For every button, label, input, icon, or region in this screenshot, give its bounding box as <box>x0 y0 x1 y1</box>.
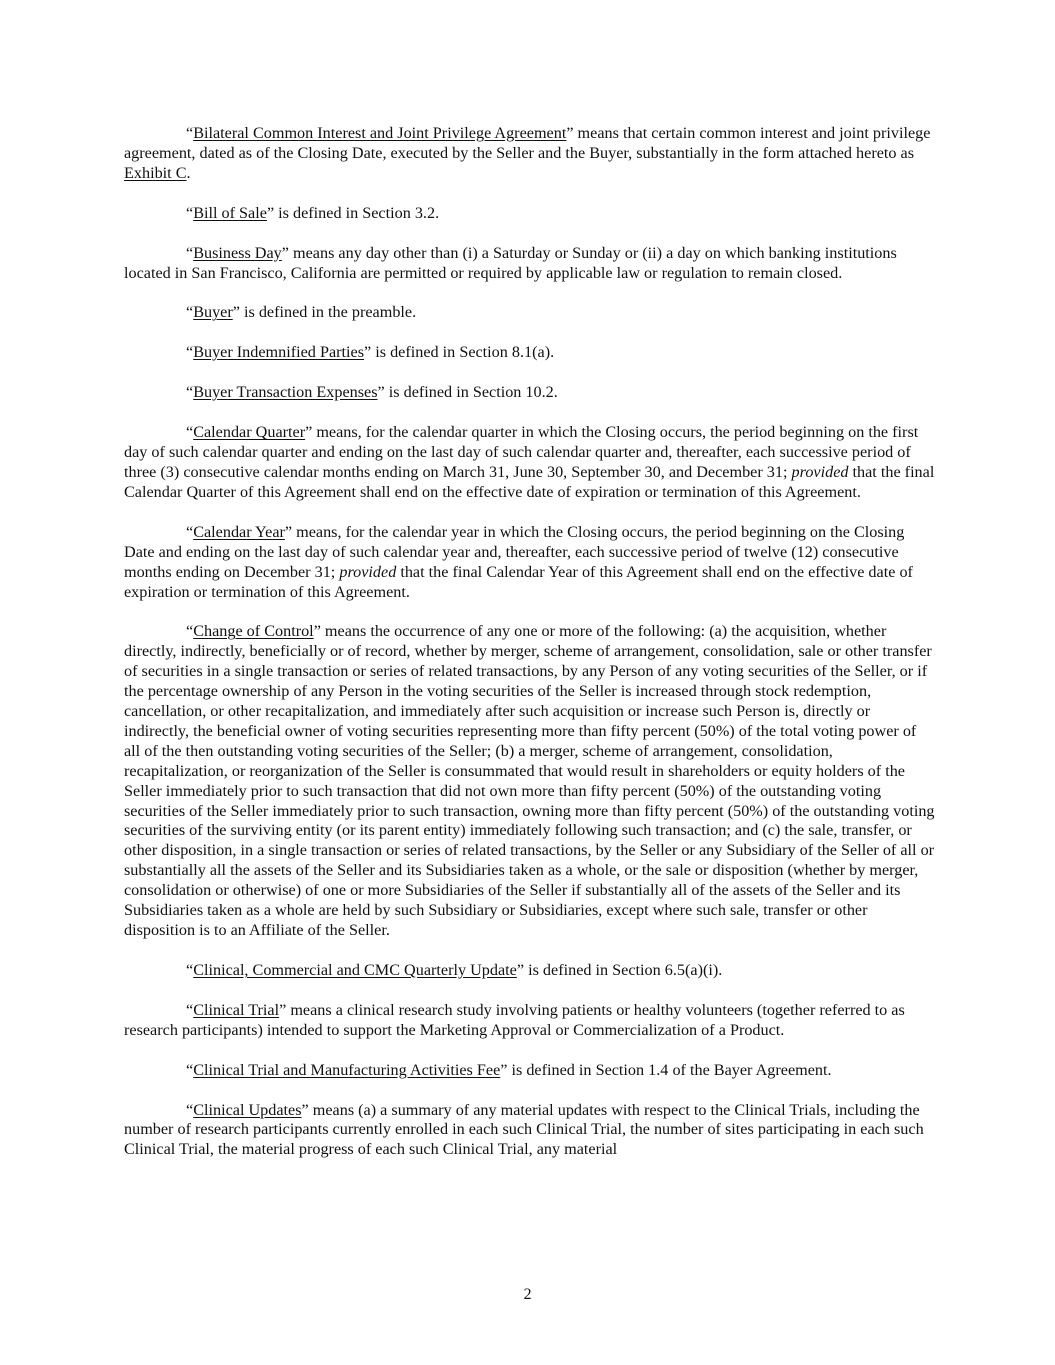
definition-paragraph: “Bill of Sale” is defined in Section 3.2. <box>186 203 440 222</box>
definition-text: ” is defined in the preamble. <box>232 303 417 322</box>
definition-text: ” means any day other than (i) a Saturday or Sunday or (ii) a day on which banking institutions located in San Francisco, California are permitted or required by applicable law or regulation to remain closed. <box>124 243 897 282</box>
definition-paragraph: “Change of Control” means the occurrence of any one or more of the following: (a) the acquisition, whether directly, indirectly, beneficially or of record, whether by merger, scheme of arrangement, consolidation, sale or other transfer of securities in a single transaction or series of related transactions, by any Person of any voting securities of the Seller, or if the percentage ownership of any Person in the voting securities of the Seller is increased through stock redemption, cancellation, or other recapitalization, and immediately after such acquisition or increase such Person is, directly or indirectly, the beneficial owner of voting securities representing more than fifty percent (50%) of the total voting power of all of the then outstanding voting securities of the Seller; (b) a merger, scheme of arrangement, consolidation, recapitalization, or reorganization of the Seller is consummated that would result in shareholders or equity holders of the Seller immediately prior to such transaction that did not own more than fifty percent (50%) of the outstanding voting securities of the Seller immediately prior to such transaction, owning more than fifty percent (50%) of the outstanding voting securities of the surviving entity (or its parent entity) immediately following such transaction; and (c) the sale, transfer, or other disposition, in a single transaction or series of related transactions, by the Seller or any Subsidiary of the Seller of all or substantially all the assets of the Seller and its Subsidiaries taken as a whole, or the sale or disposition (whether by merger, consolidation or otherwise) of one or more Subsidiaries of the Seller if substantially all of the assets of the Seller and its Subsidiaries taken as a whole are held by such Subsidiary or Subsidiaries, except where such sale, transfer or other disposition is to an Affiliate of the Seller. <box>124 622 935 939</box>
exhibit-reference: Exhibit C <box>124 163 187 182</box>
definition-text: ” is defined in Section 3.2. <box>266 203 440 222</box>
defined-term: Buyer Transaction Expenses <box>193 383 378 402</box>
definition-text: ” is defined in Section 1.4 of the Bayer Agreement. <box>500 1060 832 1079</box>
definition-paragraph: “Buyer” is defined in the preamble. <box>186 303 417 322</box>
definition-text: that the final Calendar Quarter of this Agreement shall end on the effective date of expiration or termination of this Agreement. <box>124 462 935 501</box>
definition-paragraph: “Buyer Transaction Expenses” is defined in Section 10.2. <box>186 383 558 402</box>
definition-text: ” is defined in Section 6.5(a)(i). <box>516 960 723 979</box>
defined-term: Change of Control <box>193 622 314 641</box>
definition-paragraph: “Clinical Updates” means (a) a summary of any material updates with respect to the Clinical Trials, including the number of research participants currently enrolled in each such Clinical Trial, the number of sites participating in each such Clinical Trial, the material progress of each such Clinical Trial, any material <box>124 1100 924 1159</box>
page-number: 2 <box>523 1285 532 1303</box>
defined-term: Buyer <box>193 303 233 322</box>
document-page <box>124 124 936 1180</box>
definition-text: ” is defined in Section 8.1(a). <box>364 343 555 362</box>
definition-text: ” is defined in Section 10.2. <box>377 383 558 402</box>
definition-text: ” means, for the calendar year in which the Closing occurs, the period beginning on the Closing Date and ending on the last day of such calendar year and, thereafter, each successive period of twelve (12) consecutive months ending on December 31; <box>124 522 905 581</box>
defined-term: Clinical, Commercial and CMC Quarterly Update <box>193 960 517 979</box>
defined-term: Clinical Trial and Manufacturing Activities Fee <box>193 1060 501 1079</box>
definition-text: ” means, for the calendar quarter in which the Closing occurs, the period beginning on the first day of such calendar quarter and ending on the last day of such calendar quarter and, thereafter, each successive period of three (3) consecutive calendar months ending on March 31, June 30, September 30, and December 31; <box>124 423 919 481</box>
definition-text: . <box>186 163 191 182</box>
defined-term: Calendar Quarter <box>193 423 306 442</box>
defined-term: Business Day <box>193 243 282 262</box>
defined-term: Clinical Trial <box>193 1000 280 1019</box>
definition-paragraph: “Clinical Trial and Manufacturing Activities Fee” is defined in Section 1.4 of the Bayer Agreement. <box>186 1060 832 1079</box>
definition-text: ” means a clinical research study involving patients or healthy volunteers (together referred to as research participants) intended to support the Marketing Approval or Commercialization of a Product. <box>124 1000 905 1039</box>
definition-text: ” means that certain common interest and joint privilege agreement, dated as of the Closing Date, executed by the Seller and the Buyer, substantially in the form attached hereto as <box>124 124 931 162</box>
definition-text: ” means (a) a summary of any material updates with respect to the Clinical Trials, including the number of research participants currently enrolled in each such Clinical Trial, the number of sites participating in each such Clinical Trial, the material progress of each such Clinical Trial, any material <box>124 1100 924 1159</box>
defined-term: Calendar Year <box>193 522 285 541</box>
emphasis-text: provided <box>791 462 849 481</box>
defined-term: Bilateral Common Interest and Joint Privilege Agreement <box>193 124 567 142</box>
definition-text: ” means the occurrence of any one or more of the following: (a) the acquisition, whether directly, indirectly, beneficially or of record, whether by merger, scheme of arrangement, consolidation, sale or other transfer of securities in a single transaction or series of related transactions, by any Person of any voting securities of the Seller, or if the percentage ownership of any Person in the voting securities of the Seller is increased through stock redemption, cancellation, or other recapitalization, and immediately after such acquisition or increase such Person is, directly or indirectly, the beneficial owner of voting securities representing more than fifty percent (50%) of the total voting power of all of the then outstanding voting securities of the Seller; (b) a merger, scheme of arrangement, consolidation, recapitalization, or reorganization of the Seller is consummated that would result in shareholders or equity holders of the Seller immediately prior to such transaction that did not own more than fifty percent (50%) of the outstanding voting securities of the Seller immediately prior to such transaction, owning more than fifty percent (50%) of the outstanding voting securities of the surviving entity (or its parent entity) immediately following such transaction; and (c) the sale, transfer, or other disposition, in a single transaction or series of related transactions, by the Seller or any Subsidiary of the Seller of all or substantially all the assets of the Seller and its Subsidiaries taken as a whole, or the sale or disposition (whether by merger, consolidation or otherwise) of one or more Subsidiaries of the Seller if substantially all of the assets of the Seller and its Subsidiaries taken as a whole are held by such Subsidiary or Subsidiaries, except where such sale, transfer or other disposition is to an Affiliate of the Seller. <box>124 622 935 939</box>
definition-paragraph: “Calendar Year” means, for the calendar year in which the Closing occurs, the period beginning on the Closing Date and ending on the last day of such calendar year and, thereafter, each successive period of twelve (12) consecutive months ending on December 31; provided that the final Calendar Year of this Agreement shall end on the effective date of expiration or termination of this Agreement. <box>124 522 913 601</box>
defined-term: Bill of Sale <box>193 203 267 222</box>
definition-paragraph: “Calendar Quarter” means, for the calendar quarter in which the Closing occurs, the period beginning on the first day of such calendar quarter and ending on the last day of such calendar quarter and, thereafter, each successive period of three (3) consecutive calendar months ending on March 31, June 30, September 30, and December 31; provided that the final Calendar Quarter of this Agreement shall end on the effective date of expiration or termination of this Agreement. <box>124 423 935 501</box>
definition-paragraph: “Bilateral Common Interest and Joint Privilege Agreement” means that certain common interest and joint privilege agreement, dated as of the Closing Date, executed by the Seller and the Buyer, substantially in the form attached hereto as Exhibit C. <box>124 124 931 182</box>
defined-term: Buyer Indemnified Parties <box>193 343 365 362</box>
definition-text: that the final Calendar Year of this Agreement shall end on the effective date of expiration or termination of this Agreement. <box>124 562 913 601</box>
defined-term: Clinical Updates <box>193 1100 302 1119</box>
emphasis-text: provided <box>339 562 397 581</box>
definition-paragraph: “Clinical, Commercial and CMC Quarterly Update” is defined in Section 6.5(a)(i). <box>186 960 723 979</box>
definition-paragraph: “Business Day” means any day other than (i) a Saturday or Sunday or (ii) a day on which banking institutions located in San Francisco, California are permitted or required by applicable law or regulation to remain closed. <box>124 243 897 282</box>
definition-paragraph: “Clinical Trial” means a clinical research study involving patients or healthy volunteers (together referred to as research participants) intended to support the Marketing Approval or Commercialization of a Product. <box>124 1000 905 1039</box>
definition-paragraph: “Buyer Indemnified Parties” is defined in Section 8.1(a). <box>186 343 555 362</box>
